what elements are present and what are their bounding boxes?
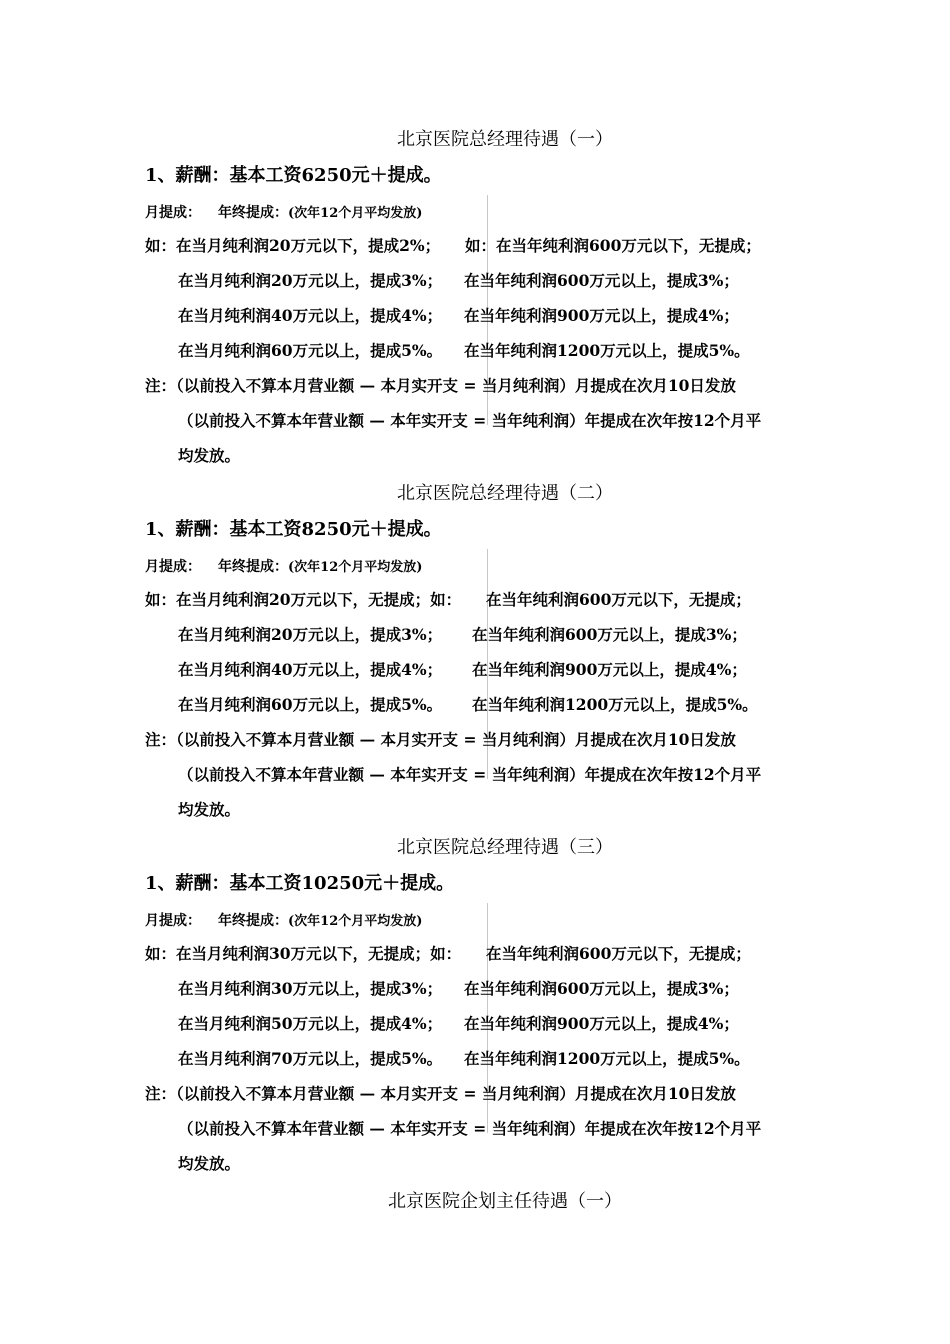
row-2-monthly: 在当月纯利润20万元以上，提成3%；: [178, 271, 443, 290]
row-2-yearly: 在当年纯利润600万元以上，提成3%；: [464, 271, 739, 290]
row-3-yearly: 在当年纯利润900万元以上，提成4%；: [464, 1014, 739, 1033]
row-4-monthly: 在当月纯利润60万元以上，提成5%。: [178, 695, 443, 714]
row-2-monthly: 在当月纯利润30万元以上，提成3%；: [178, 979, 443, 998]
yearly-label: [218, 202, 422, 222]
row-2-yearly: 在当年纯利润600万元以上，提成3%；: [464, 979, 739, 998]
row-3-yearly: 在当年纯利润900万元以上，提成4%；: [472, 660, 747, 679]
row-3-monthly: 在当月纯利润50万元以上，提成4%；: [178, 1014, 443, 1033]
yearly-label-note: (次年12个月平均发放): [288, 914, 423, 929]
section-1: [0, 125, 950, 480]
yearly-label-text: 年终提成：: [218, 559, 288, 575]
row-4-yearly: 在当年纯利润1200万元以上，提成5%。: [464, 341, 750, 360]
row-2-monthly: 在当月纯利润20万元以上，提成3%；: [178, 625, 443, 644]
salary-line: 1、薪酬：基本工资6250元＋提成。: [145, 165, 442, 186]
next-section-title: 北京医院企划主任待遇（一）: [388, 1191, 622, 1212]
yearly-label-note: (次年12个月平均发放): [288, 560, 423, 575]
row-4-monthly: 在当月纯利润60万元以上，提成5%。: [178, 341, 443, 360]
note-line-2: （以前投入不算本年营业额 — 本年实开支 = 当年纯利润）年提成在次年按12个月平: [178, 765, 762, 784]
row-4-yearly: 在当年纯利润1200万元以上，提成5%。: [472, 695, 758, 714]
note-line-3: 均发放。: [178, 800, 241, 819]
row-3-monthly: 在当月纯利润40万元以上，提成4%；: [178, 660, 443, 679]
yearly-label: [218, 910, 422, 930]
monthly-label: 月提成：: [145, 913, 201, 929]
note-line-1: 注：（以前投入不算本月营业额 — 本月实开支 = 当月纯利润）月提成在次月10日发放: [145, 730, 736, 749]
yearly-label-text: 年终提成：: [218, 913, 288, 929]
section-title: 北京医院总经理待遇（一）: [397, 129, 613, 150]
note-line-3: 均发放。: [178, 1154, 241, 1173]
monthly-label: 月提成：: [145, 559, 201, 575]
row-3-monthly: 在当月纯利润40万元以上，提成4%；: [178, 306, 443, 325]
section-title: 北京医院总经理待遇（二）: [397, 483, 613, 504]
row-1-monthly: 如：在当月纯利润20万元以下，提成2%；: [145, 236, 441, 255]
salary-line: 1、薪酬：基本工资8250元＋提成。: [145, 519, 442, 540]
note-line-2: （以前投入不算本年营业额 — 本年实开支 = 当年纯利润）年提成在次年按12个月平: [178, 411, 762, 430]
row-1-monthly: 如：在当月纯利润20万元以下，无提成；如：: [145, 590, 462, 609]
row-1-yearly: 如：在当年纯利润600万元以下，无提成；: [465, 236, 761, 255]
row-4-monthly: 在当月纯利润70万元以上，提成5%。: [178, 1049, 443, 1068]
monthly-label: 月提成：: [145, 205, 201, 221]
row-2-yearly: 在当年纯利润600万元以上，提成3%；: [472, 625, 747, 644]
yearly-label: [218, 556, 422, 576]
section-3: [0, 833, 950, 1188]
row-3-yearly: 在当年纯利润900万元以上，提成4%；: [464, 306, 739, 325]
row-1-yearly: 在当年纯利润600万元以下，无提成；: [486, 590, 751, 609]
note-line-1: 注：（以前投入不算本月营业额 — 本月实开支 = 当月纯利润）月提成在次月10日发放: [145, 376, 736, 395]
row-1-yearly: 在当年纯利润600万元以下，无提成；: [486, 944, 751, 963]
row-4-yearly: 在当年纯利润1200万元以上，提成5%。: [464, 1049, 750, 1068]
note-line-2: （以前投入不算本年营业额 — 本年实开支 = 当年纯利润）年提成在次年按12个月平: [178, 1119, 762, 1138]
note-line-1: 注：（以前投入不算本月营业额 — 本月实开支 = 当月纯利润）月提成在次月10日发放: [145, 1084, 736, 1103]
yearly-label-text: 年终提成：: [218, 205, 288, 221]
section-title: 北京医院总经理待遇（三）: [397, 837, 613, 858]
row-1-monthly: 如：在当月纯利润30万元以下，无提成；如：: [145, 944, 462, 963]
salary-line: 1、薪酬：基本工资10250元＋提成。: [145, 873, 455, 894]
section-2: [0, 479, 950, 834]
note-line-3: 均发放。: [178, 446, 241, 465]
yearly-label-note: (次年12个月平均发放): [288, 206, 423, 221]
